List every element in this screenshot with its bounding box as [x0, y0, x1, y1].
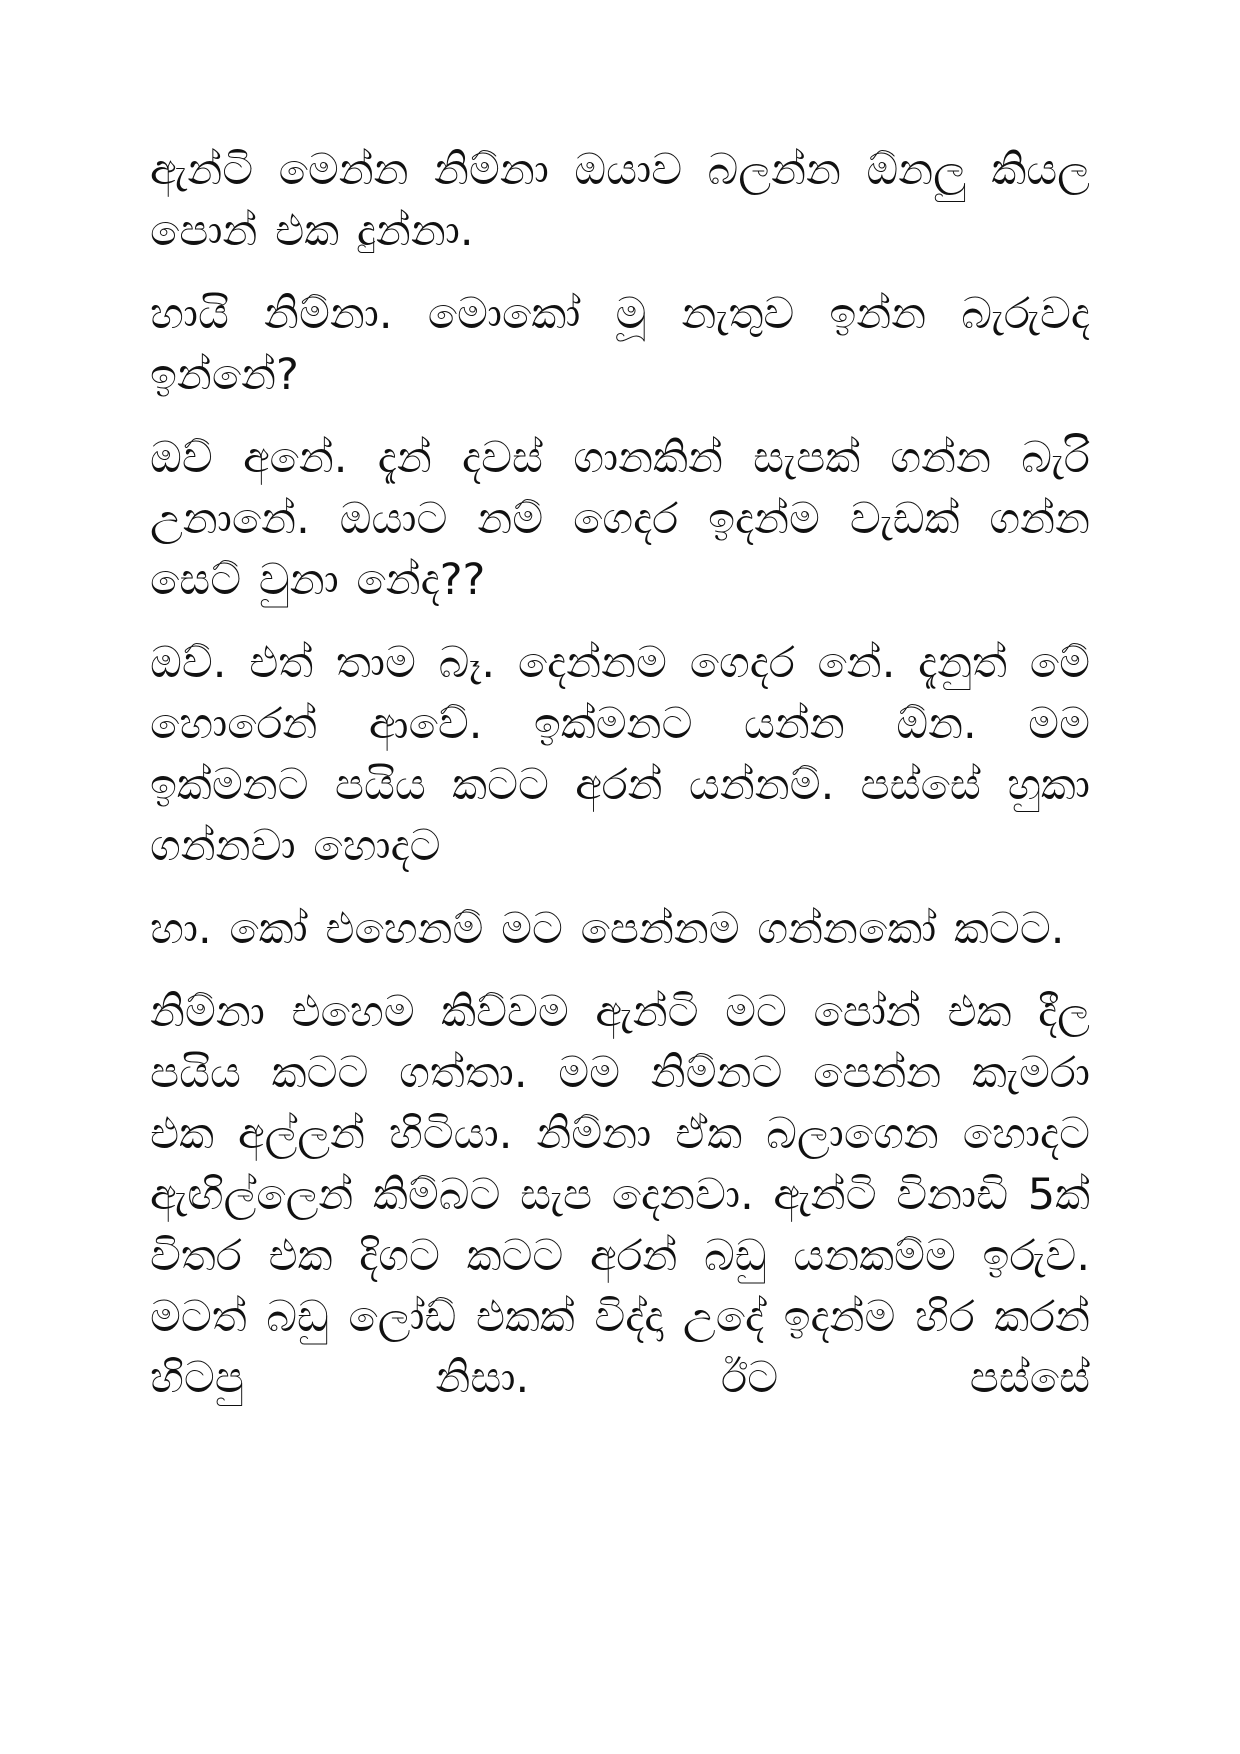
- document-body: [150, 140, 1090, 1560]
- paragraph-2: හායි නිම්නා. මොකෝ මූ නැතුව ඉන්න බැරුවද ඉන්නේ?: [150, 289, 1090, 400]
- paragraph-3: ඔව් අනේ. දැන් දවස් ගානකින් සැපක් ගන්න බැරි උනානේ. ඔයාට නම් ගෙදර ඉදන්ම වැඩක් ගන්න සෙට් වුනා නේද??: [150, 433, 1090, 605]
- paragraph-5: හා. කෝ එහෙනම් මට පෙන්නම ගන්නකෝ කටට.: [150, 904, 1065, 954]
- paragraph-6: නිම්නා එහෙම කිව්වම ඇන්ටි මට පෝන් එක දීල පයිය කටට ගත්තා. මම නිම්නට පෙන්න කැමරා එක අල්ලන් හිටියා. නිම්නා ඒක බලාගෙන හොදට ඇඟිල්ලෙන් කිම්බට සැප දෙනවා. ඇන්ටි විනාඩි 5ක් විතර එක දිගට කටට අරන් බඩු යනකම්ම ඉරුව. මටත් බඩු ලෝඩ් එකක් විද්දා උදේ ඉදන්ම හිර කරන් හිටපු නිසා. ඊට පස්සේ: [150, 987, 1090, 1403]
- paragraph-4: ඔව්. එත් තාම බෑ. දෙන්නම ගෙදර නේ. දැනුත් මේ හොරෙන් ආවේ. ඉක්මනට යන්න ඕන. මම ඉක්මනට පයිය කටට අරන් යන්නම්. පස්සේ හුකා ගන්නවා හොදට: [150, 638, 1090, 871]
- paragraph-1: ඇන්ටි මෙන්න නිම්නා ඔයාව බලන්න ඕනලු කියල පොන් එක දුන්නා.: [150, 145, 1090, 256]
